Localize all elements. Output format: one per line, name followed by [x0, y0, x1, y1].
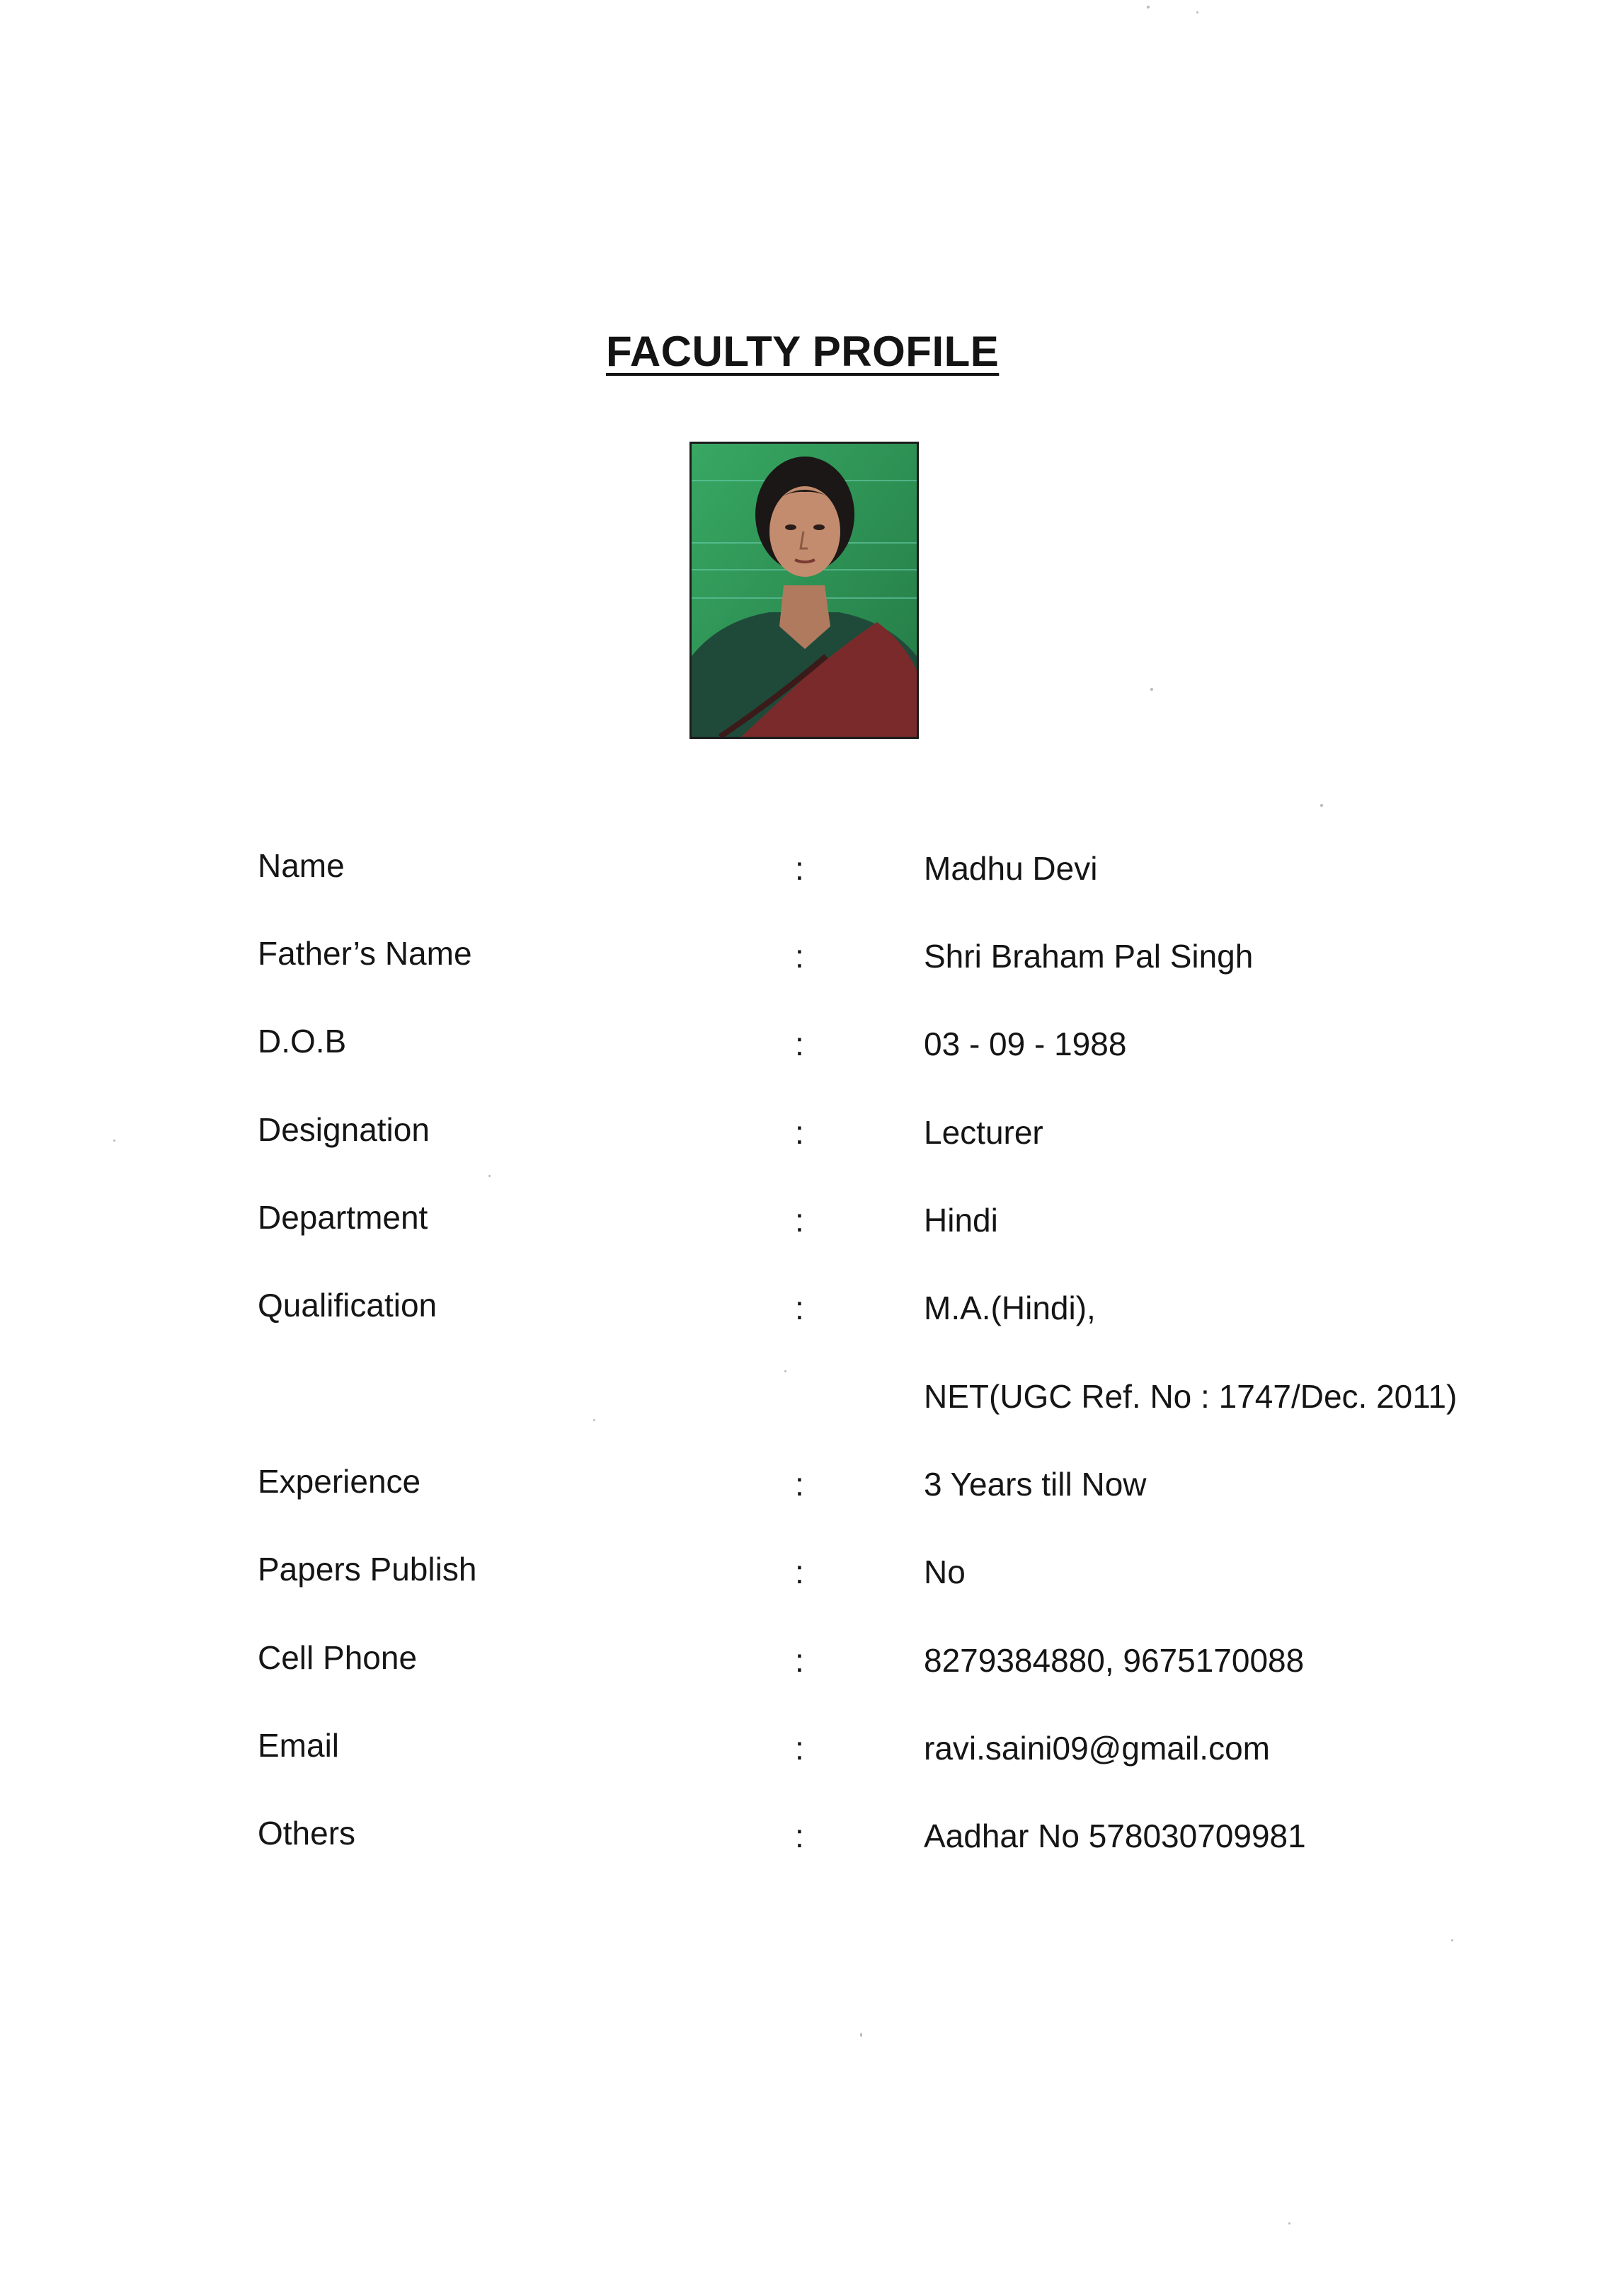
field-value: M.A.(Hindi),: [924, 1290, 1096, 1326]
field-value: ravi.saini09@gmail.com: [924, 1730, 1270, 1767]
scan-speck: [1196, 11, 1198, 13]
field-value: Madhu Devi: [924, 850, 1098, 887]
scan-speck: [860, 2033, 862, 2037]
field-row-qualification: [0, 1286, 1597, 1336]
field-value: No: [924, 1554, 966, 1590]
faculty-photo: [689, 442, 919, 739]
field-value: 8279384880, 9675170088: [924, 1642, 1305, 1679]
field-separator: :: [795, 1026, 804, 1062]
field-value: Lecturer: [924, 1114, 1043, 1151]
field-value: Aadhar No 578030709981: [924, 1818, 1306, 1854]
field-value: Hindi: [924, 1202, 998, 1239]
field-separator: :: [795, 850, 804, 887]
field-row-papers-publish: [0, 1550, 1597, 1600]
scan-speck: [488, 1175, 491, 1177]
field-label: Email: [258, 1727, 340, 1764]
field-separator: :: [795, 1730, 804, 1767]
portrait-icon: [692, 444, 917, 737]
field-separator: :: [795, 1818, 804, 1854]
field-row-email: [0, 1726, 1597, 1776]
field-row-cell-phone: [0, 1638, 1597, 1688]
field-row-experience: [0, 1462, 1597, 1512]
field-value: Shri Braham Pal Singh: [924, 938, 1254, 975]
field-label: Cell Phone: [258, 1639, 418, 1676]
field-value: NET(UGC Ref. No : 1747/Dec. 2011): [924, 1378, 1458, 1415]
scan-speck: [784, 1370, 786, 1372]
scan-speck: [1288, 2222, 1290, 2225]
field-row-fathers-name: [0, 934, 1597, 984]
field-row-designation: [0, 1110, 1597, 1160]
field-value: 3 Years till Now: [924, 1466, 1147, 1503]
page-title: FACULTY PROFILE: [606, 328, 1000, 375]
scan-speck: [1320, 804, 1323, 807]
field-label: Papers Publish: [258, 1551, 477, 1588]
field-label: Qualification: [258, 1287, 437, 1324]
scan-speck: [1451, 1939, 1453, 1941]
field-row-name: [0, 846, 1597, 896]
field-separator: :: [795, 938, 804, 975]
field-label: Name: [258, 847, 345, 884]
field-separator: :: [795, 1554, 804, 1590]
field-label: Father’s Name: [258, 935, 472, 972]
field-row-dob: [0, 1022, 1597, 1072]
field-label: D.O.B: [258, 1023, 347, 1060]
field-label: Others: [258, 1815, 356, 1852]
scan-speck: [1150, 688, 1153, 691]
field-separator: :: [795, 1202, 804, 1239]
field-row-qualification-continued: [0, 1374, 1597, 1424]
field-value: 03 - 09 - 1988: [924, 1026, 1127, 1062]
field-label: Designation: [258, 1111, 430, 1148]
field-label: Experience: [258, 1463, 421, 1500]
scan-speck: [1147, 6, 1150, 8]
field-separator: :: [795, 1114, 804, 1151]
field-separator: :: [795, 1642, 804, 1679]
field-separator: :: [795, 1466, 804, 1503]
field-row-others: [0, 1814, 1597, 1864]
field-label: Department: [258, 1199, 428, 1236]
field-row-department: [0, 1198, 1597, 1248]
field-separator: :: [795, 1290, 804, 1326]
